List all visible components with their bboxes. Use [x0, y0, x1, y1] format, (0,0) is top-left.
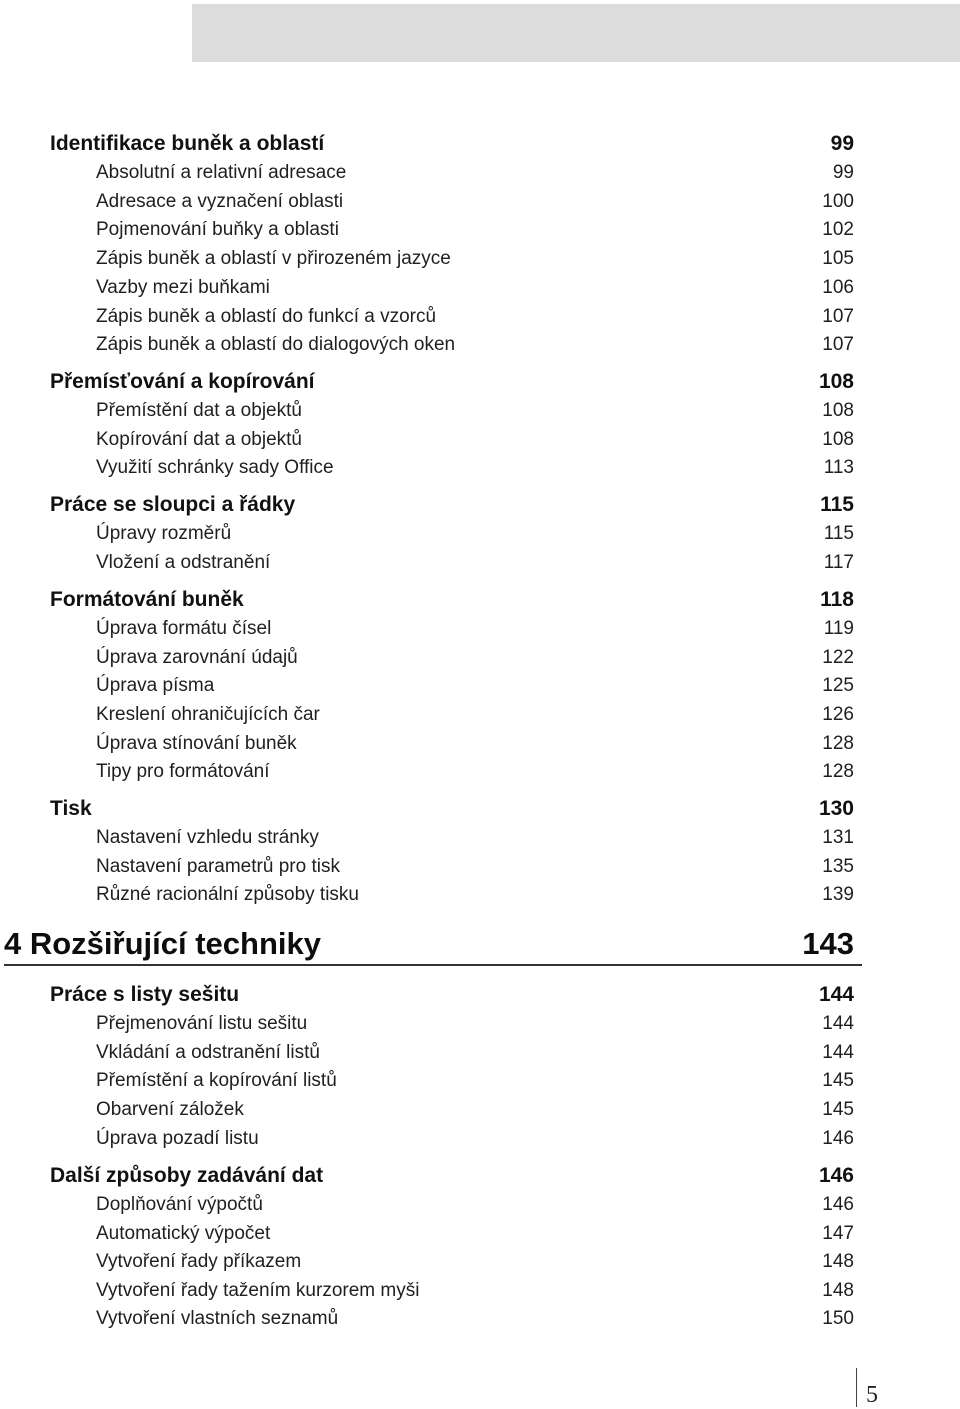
- toc-title: Vazby mezi buňkami: [96, 277, 270, 298]
- toc-section[interactable]: [50, 490, 854, 520]
- toc-page-number: 131: [822, 827, 854, 848]
- toc-title: Úprava pozadí listu: [96, 1128, 259, 1149]
- toc-page-number: 119: [823, 618, 854, 639]
- toc-section[interactable]: [50, 367, 854, 397]
- toc-item[interactable]: [96, 216, 854, 244]
- toc-title: Kreslení ohraničujících čar: [96, 704, 320, 725]
- toc-page-number: 107: [822, 306, 854, 327]
- toc-item[interactable]: [96, 701, 854, 729]
- toc-title: Vytvoření řady příkazem: [96, 1251, 302, 1272]
- toc-page-number: 115: [823, 523, 854, 544]
- toc-title: Vkládání a odstranění listů: [96, 1042, 320, 1063]
- toc-section[interactable]: [50, 129, 854, 159]
- toc-title: Další způsoby zadávání dat: [50, 1164, 324, 1187]
- toc-page-number: 122: [822, 647, 854, 668]
- toc-item[interactable]: [96, 672, 854, 700]
- toc-item[interactable]: [96, 615, 854, 643]
- toc-page-number: 107: [822, 334, 854, 355]
- toc-item[interactable]: [96, 274, 854, 302]
- toc-title: Zápis buněk a oblastí v přirozeném jazyce: [96, 248, 451, 269]
- toc-page-number: 146: [818, 1164, 854, 1187]
- toc-item[interactable]: [96, 1067, 854, 1095]
- toc-item[interactable]: [96, 881, 854, 909]
- toc-page-number: 126: [822, 704, 854, 725]
- toc-title: Úpravy rozměrů: [96, 523, 232, 544]
- toc-title: Absolutní a relativní adresace: [96, 162, 347, 183]
- toc-item[interactable]: [96, 758, 854, 786]
- toc-item[interactable]: [96, 549, 854, 577]
- toc-title: Různé racionální způsoby tisku: [96, 884, 359, 905]
- toc-page-number: 102: [822, 219, 854, 240]
- toc-section[interactable]: [50, 1161, 854, 1191]
- toc-page-number: 144: [822, 1042, 854, 1063]
- toc-item[interactable]: [96, 426, 854, 454]
- toc-title: Obarvení záložek: [96, 1099, 244, 1120]
- toc-title: Úprava zarovnání údajů: [96, 647, 298, 668]
- toc-title: Adresace a vyznačení oblasti: [96, 191, 344, 212]
- toc-title: Kopírování dat a objektů: [96, 429, 302, 450]
- toc-page-number: 105: [822, 248, 854, 269]
- toc-item[interactable]: [96, 1191, 854, 1219]
- header-bar: [192, 4, 960, 62]
- toc-item[interactable]: [96, 331, 854, 359]
- toc-title: Přemísťování a kopírování: [50, 370, 315, 393]
- toc-title: 4 Rozšiřující techniky: [4, 926, 321, 961]
- toc-item[interactable]: [96, 245, 854, 273]
- toc-page-number: 145: [822, 1070, 854, 1091]
- toc-item[interactable]: [96, 188, 854, 216]
- toc-page-number: 113: [823, 457, 854, 478]
- toc-page-number: 128: [822, 733, 854, 754]
- toc-item[interactable]: [96, 1305, 854, 1333]
- toc-page-number: 106: [822, 277, 854, 298]
- toc-title: Práce s listy sešitu: [50, 983, 240, 1006]
- toc-title: Identifikace buněk a oblastí: [50, 132, 325, 155]
- toc-section[interactable]: [50, 980, 854, 1010]
- toc-item[interactable]: [96, 1010, 854, 1038]
- toc-item[interactable]: [96, 303, 854, 331]
- toc-item[interactable]: [96, 1248, 854, 1276]
- toc-page-number: 146: [822, 1128, 854, 1149]
- toc-item[interactable]: [96, 397, 854, 425]
- toc-page-number: 108: [822, 429, 854, 450]
- toc-item[interactable]: [96, 1039, 854, 1067]
- toc-item[interactable]: [96, 644, 854, 672]
- toc-page-number: 144: [822, 1013, 854, 1034]
- toc-section[interactable]: [50, 794, 854, 824]
- toc-page-number: 100: [822, 191, 854, 212]
- toc-page-number: 144: [818, 983, 854, 1006]
- toc-title: Nastavení vzhledu stránky: [96, 827, 319, 848]
- toc-item[interactable]: [96, 159, 854, 187]
- toc-page-number: 150: [822, 1308, 854, 1329]
- toc-page-number: 147: [822, 1223, 854, 1244]
- toc-title: Přejmenování listu sešitu: [96, 1013, 308, 1034]
- toc-item[interactable]: [96, 520, 854, 548]
- toc-item[interactable]: [96, 454, 854, 482]
- toc-title: Nastavení parametrů pro tisk: [96, 856, 340, 877]
- toc-page-number: 117: [823, 552, 854, 573]
- toc-page-number: 148: [822, 1280, 854, 1301]
- toc-page-number: 128: [822, 761, 854, 782]
- toc-item[interactable]: [96, 1125, 854, 1153]
- toc-title: Tipy pro formátování: [96, 761, 270, 782]
- toc-item[interactable]: [96, 730, 854, 758]
- toc-item[interactable]: [96, 1277, 854, 1305]
- toc-title: Úprava stínování buněk: [96, 733, 297, 754]
- toc-page-number: 99: [830, 132, 854, 155]
- toc-page-number: 108: [818, 370, 854, 393]
- footer-divider: [856, 1368, 857, 1407]
- toc-page-number: 99: [832, 162, 854, 183]
- toc-page-number: 115: [820, 493, 854, 516]
- toc-page-number: 130: [818, 797, 854, 820]
- toc-section[interactable]: [50, 585, 854, 615]
- toc-title: Vytvoření vlastních seznamů: [96, 1308, 339, 1329]
- toc-title: Vytvoření řady tažením kurzorem myši: [96, 1280, 420, 1301]
- toc-item[interactable]: [96, 1220, 854, 1248]
- toc-title: Doplňování výpočtů: [96, 1194, 263, 1215]
- toc-title: Tisk: [50, 797, 92, 820]
- toc-page-number: 135: [822, 856, 854, 877]
- toc-page-number: 148: [822, 1251, 854, 1272]
- toc-chapter[interactable]: [4, 922, 862, 966]
- page-number: 5: [866, 1382, 878, 1408]
- toc-item[interactable]: [96, 853, 854, 881]
- toc-item[interactable]: [96, 1096, 854, 1124]
- toc-title: Úprava písma: [96, 675, 215, 696]
- toc-title: Pojmenování buňky a oblasti: [96, 219, 339, 240]
- toc-title: Využití schránky sady Office: [96, 457, 334, 478]
- toc-title: Zápis buněk a oblastí do funkcí a vzorců: [96, 306, 437, 327]
- toc-title: Přemístění dat a objektů: [96, 400, 302, 421]
- toc-title: Úprava formátu čísel: [96, 618, 272, 639]
- toc-title: Formátování buněk: [50, 588, 244, 611]
- toc-title: Práce se sloupci a řádky: [50, 493, 296, 516]
- toc-title: Zápis buněk a oblastí do dialogových oken: [96, 334, 456, 355]
- toc-title: Automatický výpočet: [96, 1223, 271, 1244]
- toc-page-number: 143: [802, 926, 854, 961]
- toc-title: Přemístění a kopírování listů: [96, 1070, 337, 1091]
- toc-page-number: 139: [822, 884, 854, 905]
- toc-item[interactable]: [96, 824, 854, 852]
- toc-page-number: 145: [822, 1099, 854, 1120]
- toc-page-number: 125: [822, 675, 854, 696]
- toc-title: Vložení a odstranění: [96, 552, 271, 573]
- toc-page-number: 108: [822, 400, 854, 421]
- toc-page-number: 118: [820, 588, 854, 611]
- toc-page-number: 146: [822, 1194, 854, 1215]
